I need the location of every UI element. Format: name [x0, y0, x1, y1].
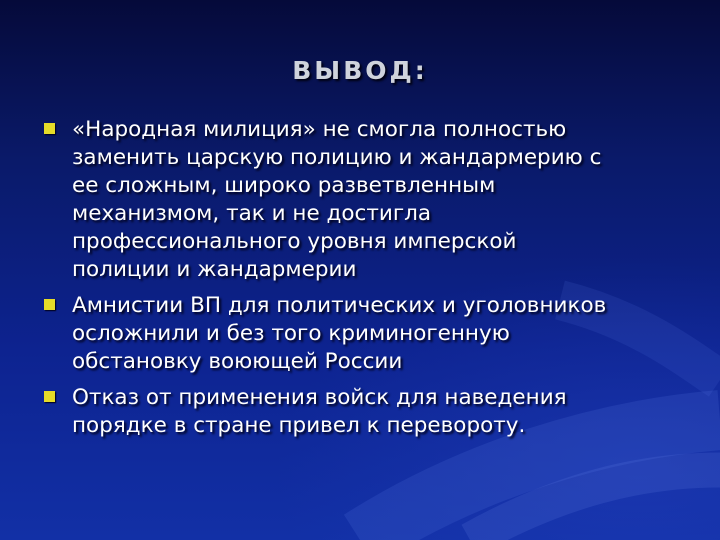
bullet-line: Отказ от применения войск для наведения [72, 385, 567, 410]
bullet-line: обстановку воюющей России [72, 349, 403, 374]
bullet-line: осложнили и без того криминогенную [72, 321, 510, 346]
bullet-item [44, 384, 694, 440]
square-bullet-icon [44, 391, 55, 402]
bullet-line: заменить царскую полицию и жандармерию с [72, 145, 602, 170]
bullet-line: порядке в стране привел к перевороту. [72, 413, 526, 438]
bullet-item [44, 116, 694, 284]
bullet-line: полиции и жандармерии [72, 257, 357, 282]
bullet-line: Амнистии ВП для политических и уголовников [72, 293, 607, 318]
bullet-line: ее сложным, широко разветвленным [72, 173, 496, 198]
bullet-line: профессионального уровня имперской [72, 229, 517, 254]
bullet-line: «Народная милиция» не смогла полностью [72, 117, 567, 142]
bullet-item [44, 292, 694, 376]
bullet-line: механизмом, так и не достигла [72, 201, 432, 226]
square-bullet-icon [44, 123, 55, 134]
slide-title: ВЫВОД: [292, 56, 428, 85]
square-bullet-icon [44, 299, 55, 310]
bullet-list [44, 116, 694, 448]
